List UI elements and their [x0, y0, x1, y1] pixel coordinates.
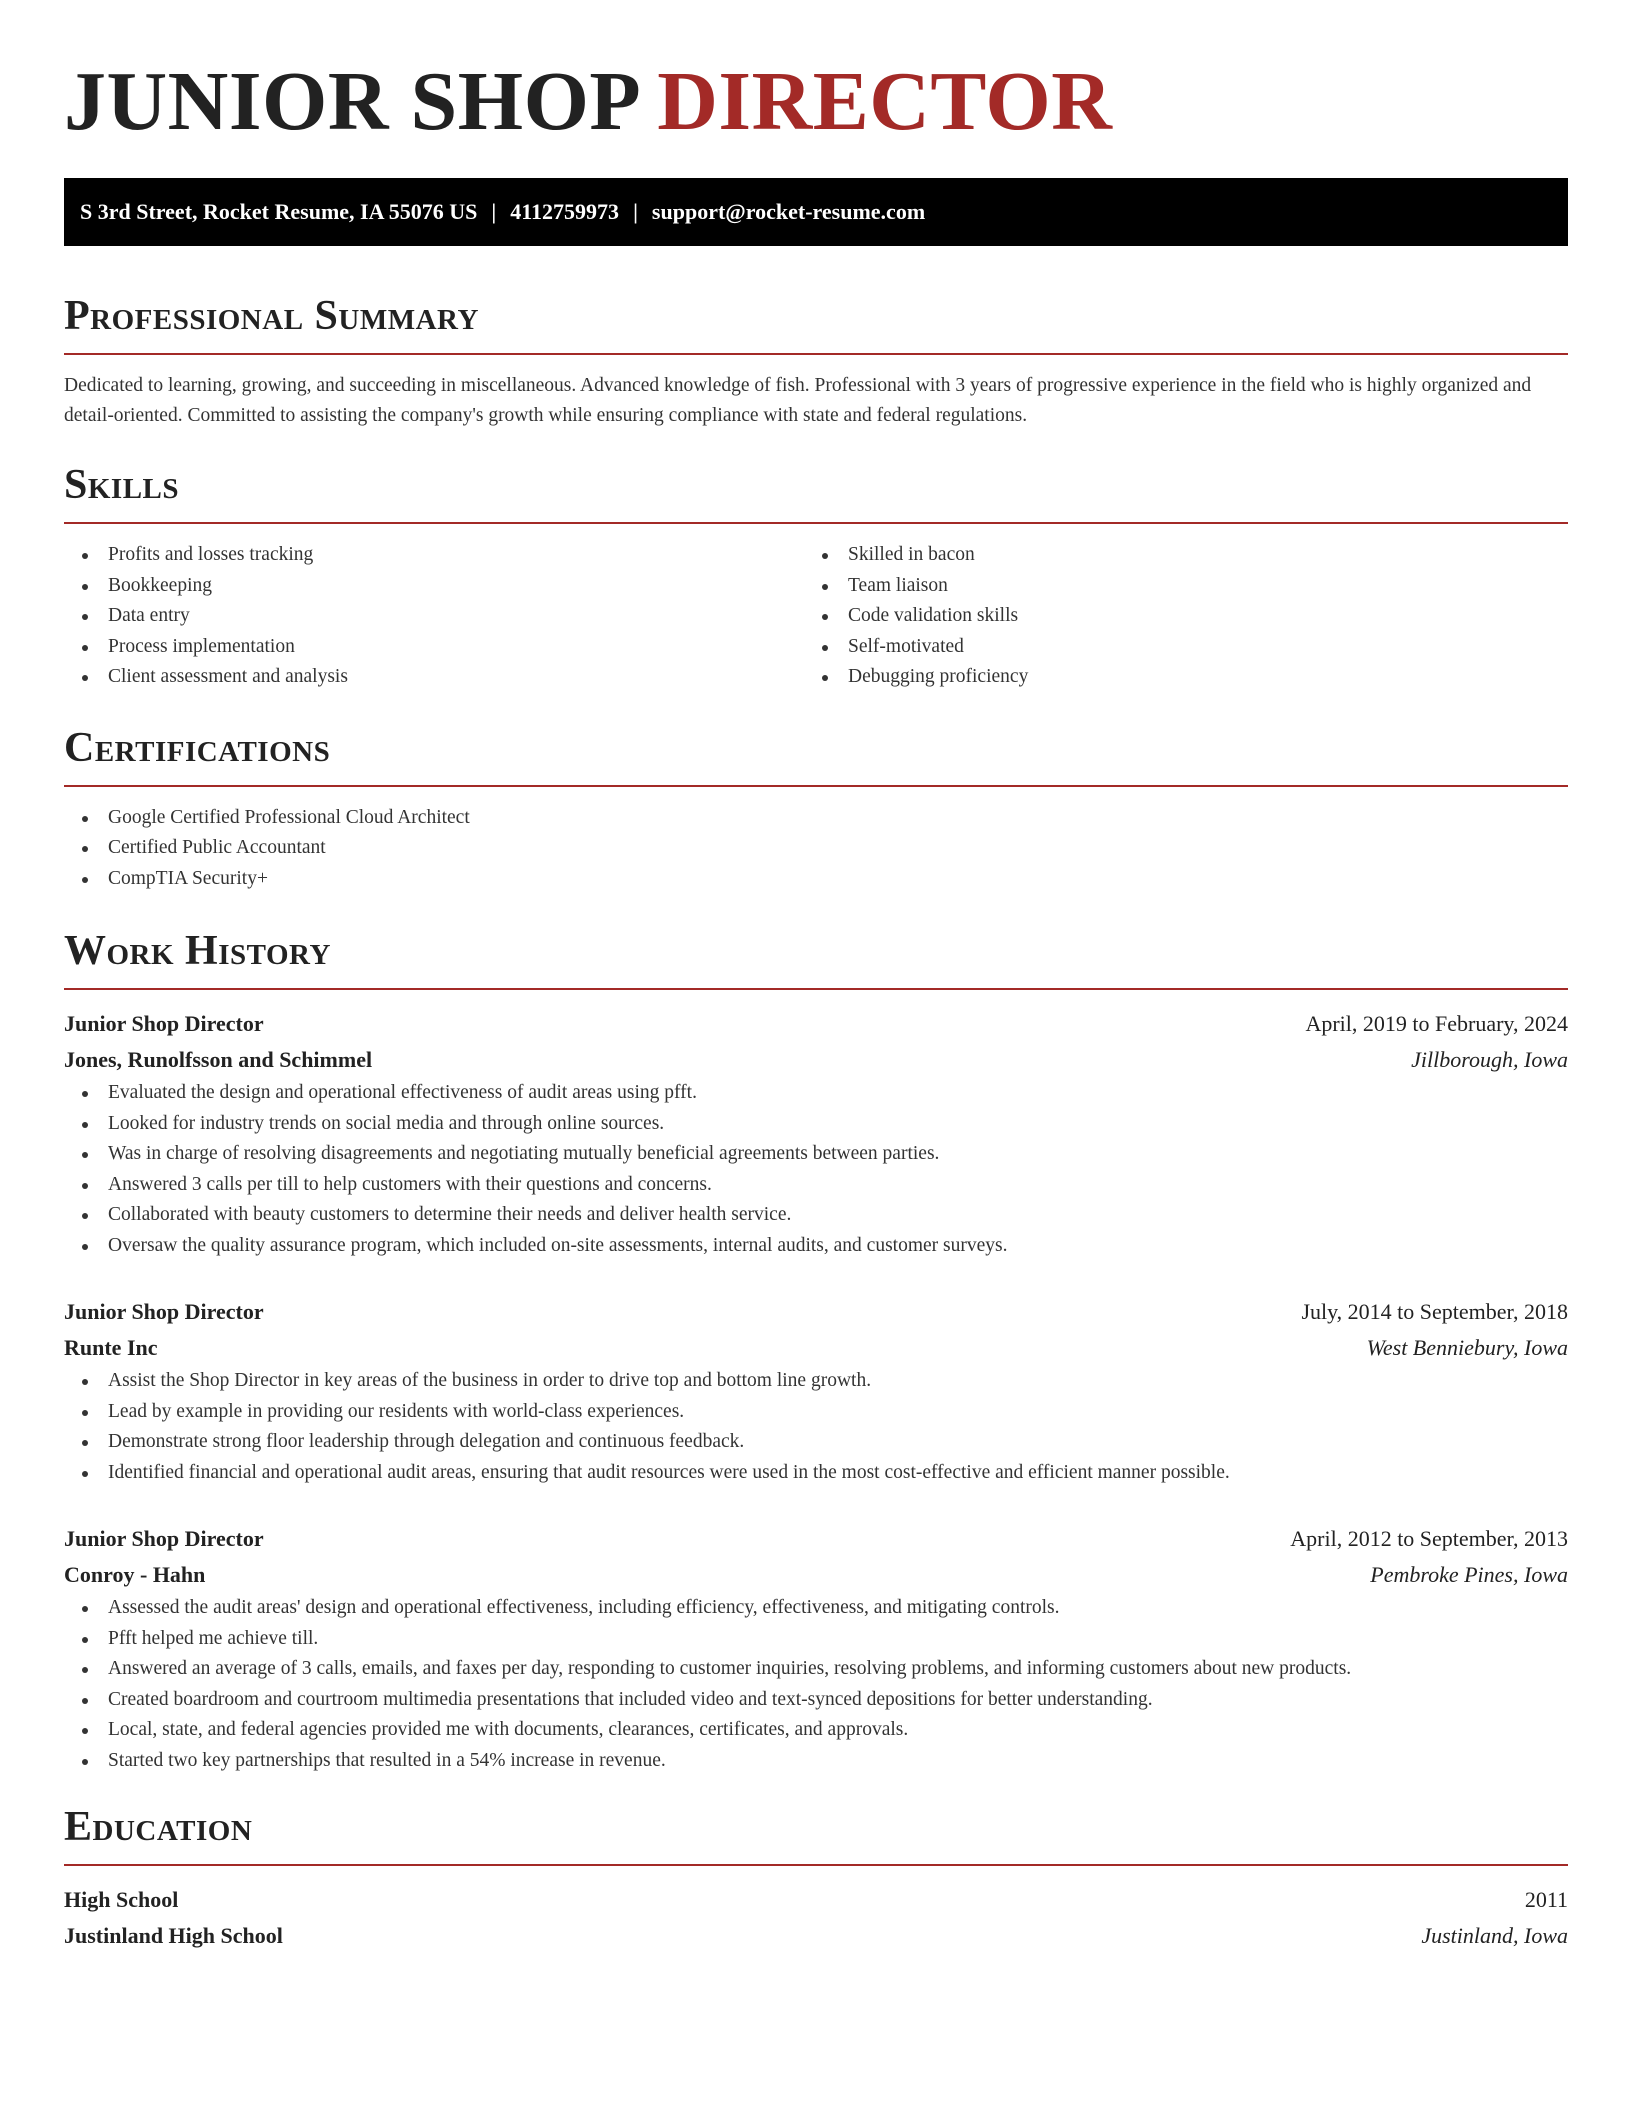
- education-location: Justinland, Iowa: [1421, 1923, 1568, 1948]
- education-section: [64, 1806, 1568, 1954]
- certification-item: Certified Public Accountant: [64, 833, 1568, 864]
- job-company-row: [64, 1042, 1568, 1078]
- job-company: Jones, Runolfsson and Schimmel: [64, 1047, 373, 1072]
- job-dates: July, 2014 to September, 2018: [1301, 1299, 1568, 1324]
- skills-list-left: [64, 540, 804, 693]
- skill-item: Debugging proficiency: [804, 662, 1544, 693]
- job-location: Jillborough, Iowa: [1411, 1047, 1568, 1072]
- certification-item: CompTIA Security+: [64, 864, 1568, 895]
- job-location: West Benniebury, Iowa: [1366, 1335, 1568, 1360]
- skill-item: Team liaison: [804, 571, 1544, 602]
- job-bullet: Lead by example in providing our residents with world-class experiences.: [64, 1397, 1568, 1428]
- skill-item: Skilled in bacon: [804, 540, 1544, 571]
- job-header-row: [64, 1521, 1568, 1557]
- job-company: Runte Inc: [64, 1335, 158, 1360]
- education-school: Justinland High School: [64, 1923, 283, 1948]
- skill-item: Bookkeeping: [64, 571, 804, 602]
- job-bullet: Assist the Shop Director in key areas of the business in order to drive top and bottom line growth.: [64, 1366, 1568, 1397]
- job-entry: [64, 1521, 1568, 1776]
- job-title: Junior Shop Director: [64, 1011, 264, 1036]
- contact-email: support@rocket-resume.com: [651, 199, 926, 224]
- contact-phone: 4112759973: [510, 199, 620, 224]
- name-first: JUNIOR SHOP: [64, 55, 642, 148]
- job-bullet: Pfft helped me achieve till.: [64, 1624, 1568, 1655]
- education-heading: Education: [64, 1804, 253, 1850]
- job-title: Junior Shop Director: [64, 1299, 264, 1324]
- education-header-row: [64, 1882, 1568, 1918]
- job-bullets: [64, 1366, 1568, 1488]
- job-bullet: Started two key partnerships that resulted in a 54% increase in revenue.: [64, 1746, 1568, 1777]
- job-bullet: Was in charge of resolving disagreements and negotiating mutually beneficial agreements between parties.: [64, 1139, 1568, 1170]
- job-bullet: Looked for industry trends on social media and through online sources.: [64, 1109, 1568, 1140]
- section-divider: [64, 1864, 1568, 1866]
- job-bullet: Local, state, and federal agencies provided me with documents, clearances, certificates, and approvals.: [64, 1715, 1568, 1746]
- certifications-list: [64, 803, 1568, 895]
- job-bullet: Answered 3 calls per till to help customers with their questions and concerns.: [64, 1170, 1568, 1201]
- job-bullet: Evaluated the design and operational effectiveness of audit areas using pfft.: [64, 1078, 1568, 1109]
- section-divider: [64, 353, 1568, 355]
- skills-list-right: [804, 540, 1544, 693]
- skill-item: Self-motivated: [804, 632, 1544, 663]
- job-bullet: Demonstrate strong floor leadership through delegation and continuous feedback.: [64, 1427, 1568, 1458]
- job-company: Conroy - Hahn: [64, 1562, 206, 1587]
- job-bullets: [64, 1078, 1568, 1261]
- job-bullet: Oversaw the quality assurance program, which included on-site assessments, internal audits, and customer surveys.: [64, 1231, 1568, 1262]
- contact-separator: |: [491, 199, 497, 224]
- education-year: 2011: [1524, 1887, 1568, 1912]
- education-degree: High School: [64, 1887, 179, 1912]
- job-bullet: Answered an average of 3 calls, emails, and faxes per day, responding to customer inquiries, resolving problems, and informing customers about new products.: [64, 1654, 1568, 1685]
- job-bullet: Created boardroom and courtroom multimedia presentations that included video and text-synced depositions for better understanding.: [64, 1685, 1568, 1716]
- job-header-row: [64, 1294, 1568, 1330]
- skill-item: Process implementation: [64, 632, 804, 663]
- summary-text: Dedicated to learning, growing, and succeeding in miscellaneous. Advanced knowledge of fish. Professional with 3 years of progressive experience in the field who is highly organized and detail-oriented. Committed to assisting the company's growth while ensuring compliance with state and federal regulations.: [64, 375, 1532, 426]
- certifications-heading: Certifications: [64, 724, 331, 771]
- job-location: Pembroke Pines, Iowa: [1370, 1562, 1568, 1587]
- job-company-row: [64, 1557, 1568, 1593]
- summary-section: [64, 295, 1568, 431]
- skills-columns: [64, 540, 1568, 693]
- skill-item: Data entry: [64, 601, 804, 632]
- section-divider: [64, 785, 1568, 787]
- section-divider: [64, 988, 1568, 990]
- certifications-section: [64, 724, 1568, 895]
- job-entry: [64, 1006, 1568, 1261]
- contact-bar: [64, 178, 1568, 246]
- name-last: DIRECTOR: [657, 55, 1113, 148]
- section-divider: [64, 522, 1568, 524]
- job-bullet: Collaborated with beauty customers to determine their needs and deliver health service.: [64, 1200, 1568, 1231]
- skills-heading: Skills: [64, 462, 180, 508]
- job-title: Junior Shop Director: [64, 1526, 264, 1551]
- job-entry: [64, 1294, 1568, 1488]
- contact-address: S 3rd Street, Rocket Resume, IA 55076 US: [80, 199, 478, 224]
- resume-name: [64, 55, 1568, 148]
- summary-heading: Professional Summary: [64, 293, 479, 339]
- job-bullet: Identified financial and operational audit areas, ensuring that audit resources were used in the most cost-effective and efficient manner possible.: [64, 1458, 1568, 1489]
- work-history-heading: Work History: [64, 928, 331, 974]
- certification-item: Google Certified Professional Cloud Architect: [64, 803, 1568, 834]
- skill-item: Client assessment and analysis: [64, 662, 804, 693]
- skill-item: Code validation skills: [804, 601, 1544, 632]
- skills-section: [64, 464, 1568, 693]
- job-bullet: Assessed the audit areas' design and operational effectiveness, including efficiency, effectiveness, and mitigating controls.: [64, 1593, 1568, 1624]
- contact-separator: |: [633, 199, 638, 224]
- work-history-section: [64, 930, 1568, 1776]
- job-header-row: [64, 1006, 1568, 1042]
- job-bullets: [64, 1593, 1568, 1776]
- education-entry: [64, 1882, 1568, 1954]
- job-company-row: [64, 1330, 1568, 1366]
- job-dates: April, 2019 to February, 2024: [1305, 1011, 1568, 1036]
- education-school-row: [64, 1918, 1568, 1954]
- skill-item: Profits and losses tracking: [64, 540, 804, 571]
- job-dates: April, 2012 to September, 2013: [1290, 1526, 1568, 1551]
